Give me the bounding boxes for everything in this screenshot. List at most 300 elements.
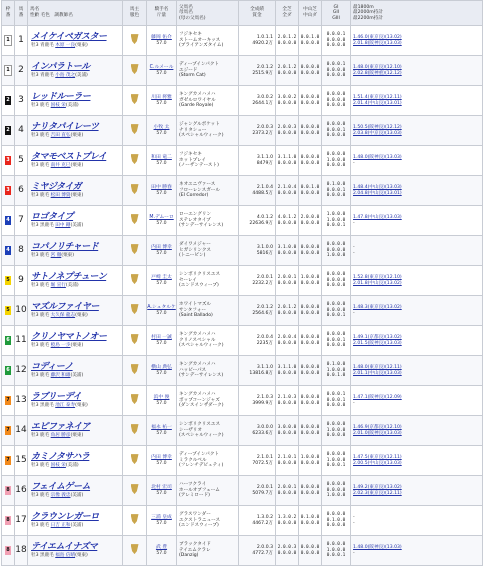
trainer-region: (栗東) (70, 133, 84, 139)
sire-name: ブラックタイド (179, 541, 211, 547)
grade-record-cell (322, 506, 351, 536)
course-dirt-record: 0.0.0.0 (300, 400, 320, 406)
surface-record-cell (276, 116, 299, 146)
jockey-cell (147, 446, 177, 476)
silks-cell (123, 176, 147, 206)
dirt-record: 0.0.0.0 (277, 520, 297, 526)
best-time-1800[interactable]: 1.46.9(京都良)(12.10) (353, 424, 402, 430)
trainer-region: (栗東) (75, 403, 88, 409)
horse-number: 8 (15, 236, 28, 266)
trainer-link[interactable]: 木原 一良 (55, 43, 76, 49)
course-turf-record: 0.1.0.0 (300, 514, 320, 520)
grade-record-cell (322, 356, 351, 386)
trainer-link[interactable]: 角居 勝彦 (50, 433, 71, 439)
damsire-name: (スペシャルウィーク) (179, 343, 224, 349)
grade-record-cell (322, 206, 351, 236)
best-time-cell (351, 296, 483, 326)
grade-record-cell (322, 176, 351, 206)
trainer-link[interactable]: 松田 博資 (50, 193, 71, 199)
course-turf-record: 0.0.0.0 (300, 64, 320, 70)
turf-record: 2.0.0.3 (277, 124, 297, 130)
dirt-record: 0.0.0.0 (277, 100, 297, 106)
best-time-2000[interactable]: 2.01.4(中山良)(13.01) (353, 100, 402, 106)
horse-name-link[interactable]: タマモベストプレイ (31, 152, 107, 163)
course-dirt-record: 0.0.0.0 (300, 490, 320, 496)
best-time-1800[interactable]: 1.47.5(東京良)(12.11) (353, 454, 402, 460)
trainer-region: (栗東) (75, 553, 88, 559)
trainer-region: (美浦) (70, 373, 84, 379)
best-time-1800[interactable]: 1.46.0(東京良)(13.02) (353, 34, 402, 40)
pedigree-cell (177, 236, 239, 266)
g3-record: 0.0.0.0 (326, 433, 346, 439)
course-record-cell (299, 386, 322, 416)
record-cell (239, 476, 276, 506)
grade-record-cell (322, 56, 351, 86)
jockey-link[interactable]: 戸崎 圭太 (151, 274, 172, 280)
best-time-1800[interactable]: 1.51.4(東京良)(12.11) (353, 94, 402, 100)
best-time-2000[interactable]: 2.01.0(阪神良)(13.03) (353, 430, 402, 436)
g1-record: 0.0.0.0 (326, 151, 346, 157)
horse-info (31, 43, 122, 49)
dam-name: ヒガシリンクス (179, 247, 212, 253)
surface-record-cell (276, 476, 299, 506)
g1-record: 0.0.0.0 (326, 301, 346, 307)
horse-sex-color: 牡3 鹿毛 (31, 463, 50, 469)
best-time-1800[interactable]: 1.48.0(東京良)(12.10) (353, 64, 402, 70)
dam-name: ガゼルロワイヤル (179, 97, 216, 103)
horse-number: 13 (15, 386, 28, 416)
g3-record: 0.0.0.0 (326, 43, 346, 49)
horse-sex-color: 牡3 黒鹿毛 (31, 553, 54, 559)
damsire-name: (Garde Royale) (179, 103, 214, 109)
best-time-cell (351, 236, 483, 266)
pedigree-cell (177, 476, 239, 506)
waku-badge: 2 (6, 97, 10, 103)
best-time-2000[interactable]: - (353, 400, 355, 406)
trainer-link[interactable]: 吉田 直弘 (50, 133, 71, 139)
jockey-cell (147, 536, 177, 566)
silks-icon (131, 274, 139, 284)
horse-name-link[interactable]: レッドルーラー (31, 92, 91, 103)
damsire-name: (アレミロード) (179, 493, 210, 499)
dam-name: クリノスペシャル (179, 337, 216, 343)
turf-record: 4.0.1.2 (277, 214, 297, 220)
horse-name-link[interactable]: インパラトール (31, 62, 90, 73)
silks-cell (123, 356, 147, 386)
overall-record: 2.0.1.2 (256, 64, 273, 70)
sire-name: ローエングリン (179, 211, 212, 217)
horse-name-link[interactable]: コパノリチャード (31, 242, 99, 253)
trainer-region: (美浦) (65, 283, 79, 289)
silks-cell (123, 326, 147, 356)
horse-cell (28, 446, 123, 476)
g3-record: 0.0.0.0 (326, 523, 346, 529)
trainer-link[interactable]: 堀 宣行 (50, 283, 66, 289)
jockey-weight: 57.0 (156, 280, 167, 286)
horse-name-link[interactable]: クリノヤマトノオー (31, 332, 107, 343)
silks-cell (123, 26, 147, 56)
jockey-cell (147, 146, 177, 176)
g1-record: 0.0.0.1 (326, 31, 346, 37)
best-time-2000[interactable]: 2.03.8(中京良)(13.03) (353, 130, 402, 136)
jockey-link[interactable]: 横山 典弘 (151, 364, 172, 370)
jockey-weight: 57.0 (156, 370, 167, 376)
overall-record: 1.0.1.1 (256, 34, 273, 40)
jockey-link[interactable]: 藤岡 佑介 (151, 34, 172, 40)
best-time-2000[interactable]: - (353, 520, 355, 526)
best-time-1800[interactable]: 1.49.1(京都良)(13.02) (353, 334, 402, 340)
trainer-link[interactable]: 宗像 義忠 (50, 493, 71, 499)
best-time-2000[interactable]: - (353, 550, 355, 556)
damsire-name: (スペシャルウィーク) (179, 433, 224, 439)
dam-name: ナリタシュー (179, 127, 207, 133)
best-time-2000[interactable]: 2.04.8(中山良)(13.01) (353, 190, 402, 196)
waku-cell (2, 86, 15, 116)
header-grade: GI GII GIII (322, 1, 351, 26)
jockey-weight: 57.0 (156, 40, 167, 46)
table-row (2, 56, 483, 86)
table-row (2, 206, 483, 236)
dam-name: ストームオーキッス (179, 37, 221, 43)
g2-record: 1.0.0.0 (326, 217, 346, 223)
jockey-link[interactable]: 福永 祐一 (151, 424, 172, 430)
trainer-region: (栗東) (70, 343, 84, 349)
silks-icon (131, 424, 139, 434)
trainer-link[interactable]: 国枝 栄 (50, 103, 66, 109)
waku-cell (2, 416, 15, 446)
overall-record: 3.1.0.0 (256, 244, 273, 250)
horse-name-link[interactable]: マズルファイヤー (31, 302, 99, 313)
horse-name-link[interactable]: ミヤジタイガ (31, 182, 82, 193)
turf-record: 2.0.1.2 (277, 304, 297, 310)
damsire-name: (El Corredor) (179, 193, 209, 199)
silks-cell (123, 296, 147, 326)
jockey-link[interactable]: C.ルメール (149, 64, 174, 70)
overall-record: 2.0.0.4 (256, 334, 273, 340)
horse-name-link[interactable]: サトノネプチューン (31, 272, 107, 283)
trainer-link[interactable]: 宮 徹 (50, 253, 62, 259)
pedigree-cell (177, 266, 239, 296)
dirt-record: 0.0.0.0 (277, 460, 297, 466)
record-cell (239, 326, 276, 356)
header-horse: 馬名 性齢 毛色 調教師名 (28, 1, 123, 26)
jockey-link[interactable]: M.デムーロ (149, 214, 174, 220)
record-cell (239, 356, 276, 386)
best-time-2000[interactable]: 2.01.5(阪神良)(13.03) (353, 340, 402, 346)
silks-icon (131, 364, 139, 374)
best-time-2000[interactable]: 2.01.8(阪神良)(13.03) (353, 40, 402, 46)
waku-cell (2, 386, 15, 416)
horse-sex-color: 牡3 青鹿毛 (31, 43, 54, 49)
trainer-link[interactable]: 小島 茂之 (55, 73, 76, 79)
horse-info (31, 283, 122, 289)
course-record-cell (299, 26, 322, 56)
waku-badge: 5 (6, 307, 10, 313)
g2-record: 0.0.0.0 (326, 277, 346, 283)
waku-cell (2, 116, 15, 146)
course-record-cell (299, 476, 322, 506)
jockey-weight: 57.0 (156, 220, 167, 226)
horse-sex-color: 牡3 鹿毛 (31, 193, 50, 199)
course-turf-record: 0.0.0.0 (300, 154, 320, 160)
trainer-link[interactable]: 大久保 龍志 (50, 313, 76, 319)
jockey-link[interactable]: 村田 一誠 (151, 334, 172, 340)
best-time-cell (351, 146, 483, 176)
best-time-2000[interactable]: - (353, 310, 355, 316)
horse-info (31, 463, 122, 469)
dam-name: テイエムクラレ (179, 547, 211, 553)
course-turf-record: 0.0.0.0 (300, 124, 320, 130)
jockey-link[interactable]: 三浦 皇成 (151, 514, 172, 520)
surface-record-cell (276, 326, 299, 356)
jockey-cell (147, 506, 177, 536)
horse-name-link[interactable]: エピファネイア (31, 422, 90, 433)
best-time-cell (351, 476, 483, 506)
course-record-cell (299, 446, 322, 476)
horse-number: 17 (15, 506, 28, 536)
jockey-cell (147, 236, 177, 266)
trainer-region: (栗東) (75, 43, 88, 49)
g2-record: 0.0.0.1 (326, 337, 346, 343)
horse-name-link[interactable]: コディーノ (31, 362, 73, 373)
waku-badge: 7 (6, 397, 10, 403)
overall-record: 2.0.0.1 (256, 274, 273, 280)
silks-icon (131, 334, 139, 344)
g1-record: 0.0.0.1 (326, 391, 346, 397)
dam-name: サンタフォー (179, 307, 206, 313)
horse-number: 2 (15, 56, 28, 86)
silks-cell (123, 536, 147, 566)
prize-money: 2644.1万 (252, 100, 273, 106)
dirt-record: 0.0.0.0 (277, 250, 297, 256)
entry-rows (2, 26, 483, 566)
jockey-link[interactable]: A.シュタルケ (147, 304, 176, 310)
horse-name-link[interactable]: ロゴタイプ (31, 212, 74, 223)
pedigree-cell (177, 56, 239, 86)
silks-icon (131, 184, 139, 194)
best-time-cell (351, 326, 483, 356)
jockey-link[interactable]: 内田 博幸 (151, 454, 172, 460)
prize-money: 2232.2万 (252, 280, 273, 286)
dirt-record: 0.0.0.0 (277, 550, 297, 556)
best-time-1800[interactable]: - (353, 244, 355, 250)
g2-record: 1.0.0.0 (326, 427, 346, 433)
horse-name-link[interactable]: ナリタパイレーツ (31, 122, 99, 133)
horse-name-link[interactable]: テイエムイナズマ (31, 542, 98, 553)
jockey-cell (147, 116, 177, 146)
best-time-1800[interactable]: 1.52.8(東京良)(12.10) (353, 274, 402, 280)
jockey-link[interactable]: 武 豊 (155, 544, 168, 550)
course-turf-record: 0.0.0.0 (300, 94, 320, 100)
course-record-cell (299, 416, 322, 446)
trainer-link[interactable]: 鮫島 一歩 (50, 343, 71, 349)
horse-sex-color: 牡3 鹿毛 (31, 133, 50, 139)
silks-icon (131, 304, 139, 314)
g3-record: 0.0.0.0 (326, 283, 346, 289)
turf-record: 3.0.0.0 (277, 424, 297, 430)
jockey-weight: 57.0 (156, 100, 167, 106)
jockey-link[interactable]: 北村 宏司 (151, 484, 172, 490)
best-time-1800[interactable]: 1.48.0(阪神良)(13.03) (353, 154, 402, 160)
dirt-record: 0.0.0.0 (277, 70, 297, 76)
waku-badge: 7 (6, 427, 10, 433)
horse-cell (28, 56, 123, 86)
damsire-name: (サンデーサイレンス) (179, 373, 224, 379)
horse-name-link[interactable]: クラウンレガーロ (31, 512, 99, 523)
silks-cell (123, 206, 147, 236)
overall-record: 2.1.0.3 (256, 394, 273, 400)
best-time-1800[interactable]: 1.49.2(東京良)(13.02) (353, 484, 402, 490)
g3-record: 0.0.0.1 (326, 463, 346, 469)
jockey-link[interactable]: 浜中 俊 (153, 394, 170, 400)
best-time-cell (351, 56, 483, 86)
trainer-link[interactable]: 藤沢 和雄 (50, 373, 71, 379)
trainer-link[interactable]: 田中 剛 (55, 223, 71, 229)
prize-money: 2564.6万 (252, 310, 273, 316)
dirt-record: 0.0.0.0 (277, 310, 297, 316)
horse-number: 7 (15, 206, 28, 236)
best-time-1800[interactable]: 1.48.0(阪神良)(13.03) (353, 544, 402, 550)
best-time-2000[interactable]: 2.02.8(阪神重)(12.12) (353, 70, 402, 76)
trainer-link[interactable]: 福島 信晴 (55, 553, 76, 559)
horse-sex-color: 牡3 鹿毛 (31, 313, 50, 319)
course-dirt-record: 0.0.0.0 (300, 280, 320, 286)
prize-money: 2515.9万 (252, 70, 273, 76)
horse-info (31, 493, 122, 499)
prize-money: 13816.8万 (249, 370, 273, 376)
sire-name: ジャングルポケット (179, 121, 220, 127)
jockey-weight: 57.0 (156, 310, 167, 316)
sire-name: キングカメハメハ (179, 361, 216, 367)
horse-name-link[interactable]: カミノタサハラ (31, 452, 90, 463)
pedigree-cell (177, 146, 239, 176)
waku-cell (2, 326, 15, 356)
header-waku: 枠 番 (2, 1, 15, 26)
turf-record: 2.0.1.2 (277, 34, 297, 40)
record-cell (239, 536, 276, 566)
overall-record: 2.0.0.1 (256, 484, 273, 490)
waku-cell (2, 26, 15, 56)
grade-record-cell (322, 296, 351, 326)
g3-record: 0.0.0.1 (326, 553, 346, 559)
course-turf-record: 0.0.0.0 (300, 334, 320, 340)
g1-record: 0.0.0.0 (326, 511, 346, 517)
best-time-2000[interactable]: 2.02.3(東京良)(12.11) (353, 490, 402, 496)
best-time-1800[interactable]: - (353, 514, 355, 520)
damsire-name: (ブライアンズタイム) (179, 43, 224, 49)
course-turf-record: 0.0.0.0 (300, 394, 320, 400)
course-turf-record: 0.0.0.0 (300, 544, 320, 550)
g1-record: 0.0.0.0 (326, 541, 346, 547)
waku-badge: 6 (6, 367, 10, 373)
g3-record: 0.0.0.1 (326, 223, 346, 229)
surface-record-cell (276, 26, 299, 56)
trainer-link[interactable]: 池江 泰寿 (55, 403, 76, 409)
g2-record: 0.0.0.0 (326, 487, 346, 493)
damsire-name: (Saint Ballado) (179, 313, 213, 319)
jockey-link[interactable]: 和田 竜二 (151, 154, 172, 160)
record-cell (239, 446, 276, 476)
waku-badge: 8 (6, 517, 10, 523)
grade-record-cell (322, 536, 351, 566)
trainer-region: (栗東) (70, 193, 84, 199)
best-time-2000[interactable]: - (353, 250, 355, 256)
jockey-link[interactable]: 小牧 太 (153, 124, 170, 130)
jockey-cell (147, 266, 177, 296)
best-time-1800[interactable]: 1.48.0(東京良)(12.11) (353, 364, 402, 370)
best-time-1800[interactable]: 1.50.5(阪神良)(12.12) (353, 124, 402, 130)
g1-record: 0.0.0.0 (326, 91, 346, 97)
surface-record-cell (276, 146, 299, 176)
course-record-cell (299, 536, 322, 566)
jockey-weight: 57.0 (156, 190, 167, 196)
best-time-1800[interactable]: 1.47.1(阪神良)(12.09) (353, 394, 402, 400)
best-time-cell (351, 176, 483, 206)
waku-badge: 5 (6, 277, 10, 283)
jockey-weight: 57.0 (156, 490, 167, 496)
prize-money: 8479万 (256, 160, 273, 166)
best-time-2000[interactable]: 2.01.8(中山良)(13.02) (353, 280, 402, 286)
record-cell (239, 26, 276, 56)
g1-record: 1.0.0.0 (326, 211, 346, 217)
entry-table (1, 0, 483, 566)
best-time-1800[interactable]: 1.47.8(中山良)(13.03) (353, 214, 402, 220)
horse-name-link[interactable]: ラブリーデイ (31, 392, 82, 403)
surface-record-cell (276, 356, 299, 386)
horse-number: 14 (15, 416, 28, 446)
best-time-2000[interactable]: - (353, 220, 355, 226)
silks-icon (131, 394, 139, 404)
turf-record: 1.3.0.2 (277, 514, 297, 520)
horse-info (31, 73, 122, 79)
overall-record: 2.1.0.4 (256, 184, 273, 190)
dam-name: ミラクルベル (179, 457, 207, 463)
grade-record-cell (322, 146, 351, 176)
best-time-2000[interactable]: 2.01.1(中山良)(13.03) (353, 370, 402, 376)
horse-info (31, 313, 122, 319)
course-dirt-record: 0.0.0.0 (300, 130, 320, 136)
horse-cell (28, 506, 123, 536)
sire-name: シンボリクリスエス (179, 271, 221, 277)
trainer-link[interactable]: 日吉 正和 (50, 523, 71, 529)
best-time-cell (351, 536, 483, 566)
best-time-2000[interactable]: - (353, 160, 355, 166)
jockey-link[interactable]: 内田 博幸 (151, 244, 172, 250)
best-time-1800[interactable]: 1.48.4(中山良)(13.03) (353, 184, 402, 190)
pedigree-cell (177, 86, 239, 116)
horse-name-link[interactable]: フェイムゲーム (31, 482, 91, 493)
jockey-link[interactable]: 川田 将雅 (151, 94, 172, 100)
surface-record-cell (276, 416, 299, 446)
surface-record-cell (276, 536, 299, 566)
g2-record: 1.0.0.0 (326, 547, 346, 553)
best-time-1800[interactable]: 1.48.3(東京良)(13.02) (353, 304, 402, 310)
horse-cell (28, 116, 123, 146)
g1-record: 0.0.0.0 (326, 451, 346, 457)
record-cell (239, 506, 276, 536)
best-time-2000[interactable]: 2.00.5(中山良)(13.03) (353, 460, 402, 466)
trainer-link[interactable]: 南井 克巳 (50, 163, 71, 169)
record-cell (239, 116, 276, 146)
g3-record: 0.0.1.0 (326, 373, 346, 379)
sire-name: フジキセキ (179, 31, 202, 37)
jockey-link[interactable]: 田中 勝春 (151, 184, 172, 190)
g1-record: 0.0.0.1 (326, 61, 346, 67)
header-surface: 全芝 全ダ (276, 1, 299, 26)
trainer-link[interactable]: 国枝 栄 (50, 463, 66, 469)
horse-name-link[interactable]: メイケイペガスター (31, 32, 107, 43)
damsire-name: (フレンチデピュティ) (179, 463, 224, 469)
